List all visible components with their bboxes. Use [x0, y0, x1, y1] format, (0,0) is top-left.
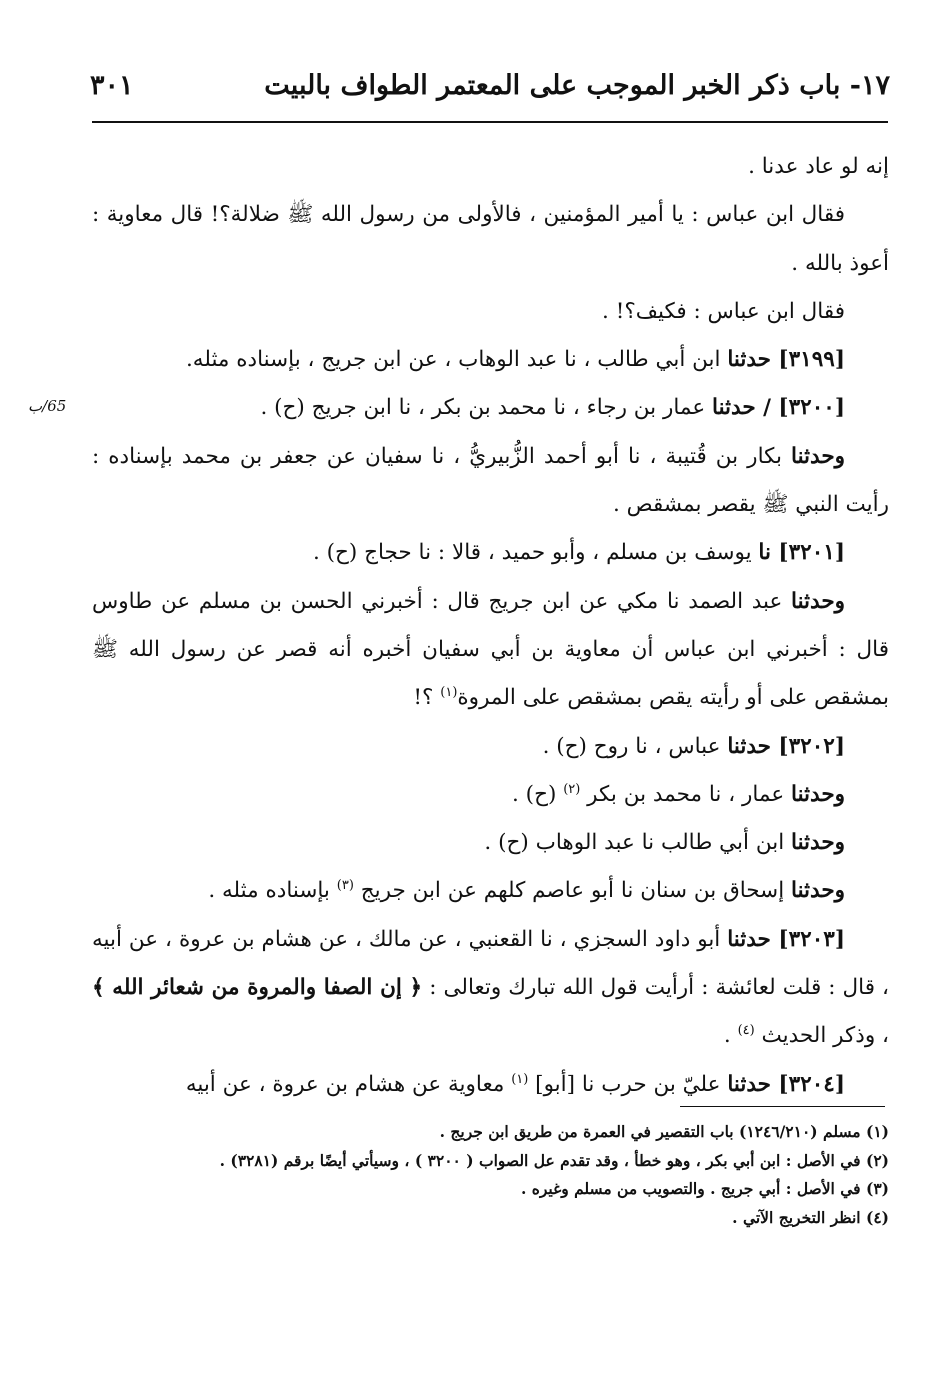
footnote-1: (١) مسلم (١٢٤٦/٢١٠) باب التقصير في العمرة من طريق ابن جريج .: [439, 1122, 889, 1141]
chain-paragraph: [92, 578, 889, 723]
hadith-3202: [92, 723, 889, 771]
hadith-text: .: [723, 1023, 738, 1049]
quran-verse: ﴿ إن الصفا والمروة من شعائر الله ﴾: [92, 975, 423, 1001]
hadith-3203: [92, 916, 889, 1061]
hadith-3201: [92, 529, 889, 577]
hadith-number: [٣٢٠٢] حدثنا: [727, 733, 845, 759]
hadith-number: [٣٢٠٠] / حدثنا: [712, 395, 845, 421]
hadith-text: عليّ بن حرب نا [أبو]: [528, 1071, 728, 1097]
footnote-ref: (١): [511, 1071, 529, 1087]
hadith-number: [٣٢٠٣] حدثنا: [727, 926, 845, 952]
hadith-3199: [92, 336, 889, 384]
hadith-text: (ح) .: [512, 781, 564, 807]
paragraph-1: إنه لو عاد عدنا .: [748, 154, 889, 179]
main-text: [92, 143, 889, 1109]
hadith-number: [٣٢٠٤] حدثنا: [727, 1071, 845, 1097]
chain-lead: وحدثنا: [791, 878, 845, 904]
chain-lead: وحدثنا: [791, 443, 845, 469]
hadith-text: عمار ، نا محمد بن بكر: [580, 781, 792, 807]
hadith-text: ، وذكر الحديث: [754, 1023, 889, 1049]
header-divider: [92, 121, 888, 123]
footnote-ref: (١): [440, 685, 458, 701]
hadith-text: إسحاق بن سنان نا أبو عاصم كلهم عن ابن جريج: [353, 878, 792, 904]
hadith-3204: [92, 1061, 889, 1109]
chain-paragraph: [92, 819, 889, 867]
hadith-text: يوسف بن مسلم ، وأبو حميد ، قالا : نا حجاج (ح) .: [312, 540, 759, 566]
hadith-text: بكار بن قُتيبة ، نا أبو أحمد الزُّبيريُّ ، نا سفيان عن جعفر بن محمد بإسناده : رأيت النبي ﷺ يقصر بمشقص .: [92, 443, 889, 518]
hadith-text: عبد الصمد نا مكي عن ابن جريج قال : أخبرني الحسن بن مسلم عن طاوس قال : أخبرني ابن عباس أن معاوية بن أبي سفيان أخبره أنه قصر عن رسول الله ﷺ بمشقص على أو رأيته يقص بمشقص على المروة: [92, 588, 889, 711]
page-number: ٣٠١: [90, 70, 134, 101]
chapter-title: ١٧- باب ذكر الخبر الموجب على المعتمر الطواف بالبيت: [264, 70, 890, 101]
footnote-4: (٤) انظر التخريج الآتي .: [732, 1207, 889, 1227]
chain-lead: وحدثنا: [791, 830, 845, 856]
hadith-text: ؟!: [413, 685, 441, 711]
footnote-2: (٢) في الأصل : ابن أبي بكر ، وهو خطأ ، وقد تقدم عل الصواب ( ٣٢٠٠ ) ، وسيأتي أيضًا برقم (٣٢٨١) .: [219, 1150, 889, 1170]
footnote-divider: [680, 1106, 885, 1107]
hadith-text: ابن أبي طالب نا عبد الوهاب (ح) .: [484, 830, 792, 856]
footnote-ref: (٤): [737, 1023, 755, 1039]
hadith-text: ابن أبي طالب ، نا عبد الوهاب ، عن ابن جريج ، بإسناده مثله.: [185, 347, 728, 373]
running-header: [90, 70, 890, 112]
chain-paragraph: [92, 867, 889, 915]
footnotes: [92, 1118, 889, 1232]
hadith-text: عمار بن رجاء ، نا محمد بن بكر ، نا ابن جريج (ح) .: [260, 395, 713, 421]
paragraph-3: فقال ابن عباس : فكيف؟! .: [602, 298, 845, 324]
paragraph-2: فقال ابن عباس : يا أمير المؤمنين ، فالأولى من رسول الله ﷺ ضلالة؟! قال معاوية : أعوذ بالله .: [92, 202, 889, 276]
manuscript-folio-note: 65/ب: [28, 397, 67, 415]
hadith-text: أبو داود السجزي ، نا القعنبي ، عن مالك ، عن هشام بن عروة ، عن أبيه ، قال : قلت لعائشة : أرأيت قول الله تبارك وتعالى :: [92, 926, 889, 1001]
chain-lead: وحدثنا: [791, 588, 845, 614]
footnote-3: (٣) في الأصل : أبي جريج . والتصويب من مسلم وغيره .: [520, 1179, 889, 1198]
hadith-3200: [92, 384, 889, 432]
hadith-number: [٣١٩٩] حدثنا: [727, 347, 845, 373]
chain-paragraph: [92, 771, 889, 819]
footnote-ref: (٢): [563, 781, 581, 797]
chain-paragraph: [92, 433, 889, 530]
hadith-text: بإسناده مثله .: [208, 878, 337, 904]
hadith-text: معاوية عن هشام بن عروة ، عن أبيه: [185, 1071, 512, 1097]
footnote-ref: (٣): [336, 878, 354, 894]
hadith-number: [٣٢٠١] نا: [758, 540, 845, 566]
hadith-text: عباس ، نا روح (ح) .: [542, 733, 728, 759]
chain-lead: وحدثنا: [791, 781, 845, 807]
